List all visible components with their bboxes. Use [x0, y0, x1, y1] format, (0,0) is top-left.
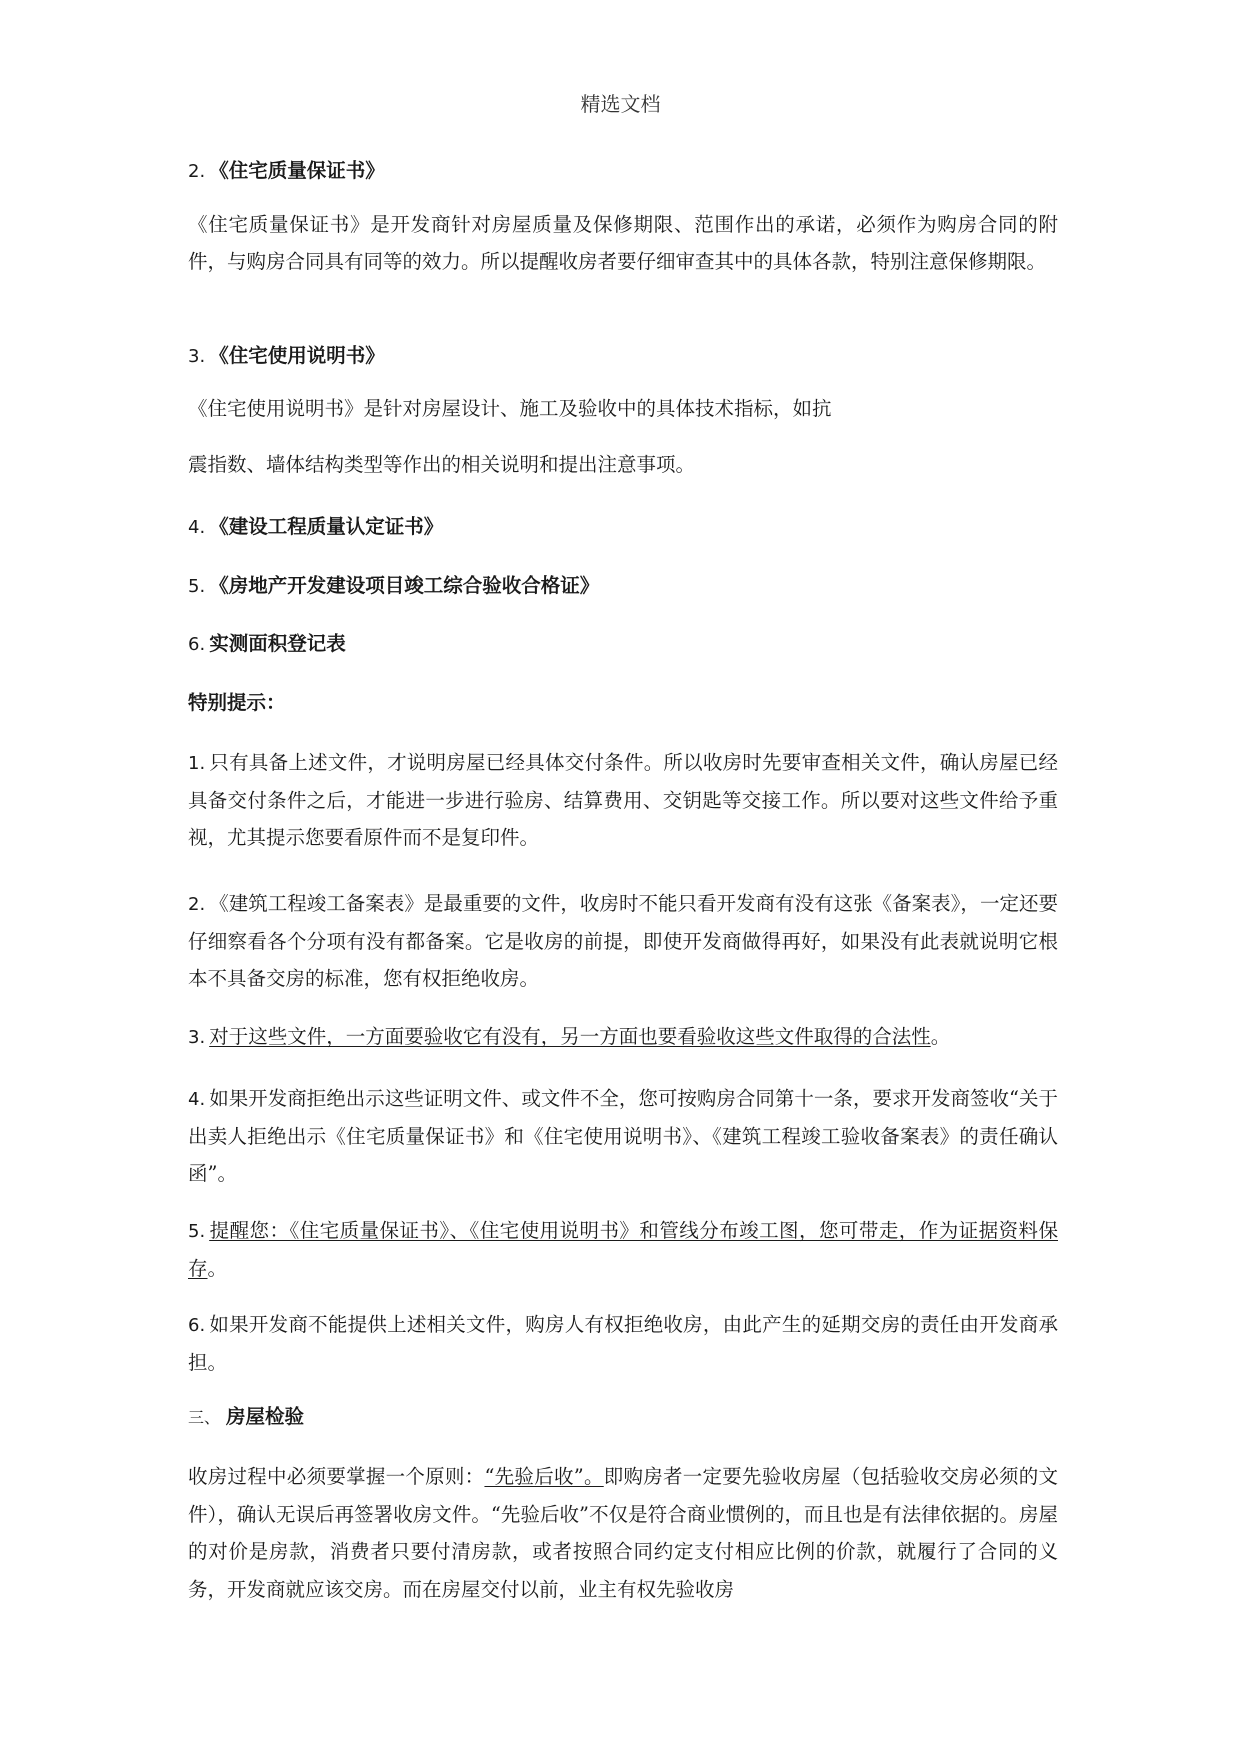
- heading-text: 《住宅使用说明书》: [209, 344, 385, 367]
- tip-number: 2.: [188, 894, 206, 915]
- heading-text: 实测面积登记表: [209, 632, 346, 655]
- tip-2: [188, 885, 1058, 997]
- tip-number: 4.: [188, 1089, 206, 1110]
- heading-text: 《建设工程质量认定证书》: [209, 515, 444, 538]
- paragraph-warranty: 《住宅质量保证书》是开发商针对房屋质量及保修期限、范围作出的承诺，必须作为购房合同的附件，与购房合同具有同等的效力。所以提醒收房者要仔细审查其中的具体各款，特别注意保修期限。: [188, 213, 1058, 273]
- tip-tail: 。: [930, 1025, 951, 1048]
- tip-underlined-text: 对于这些文件，一方面要验收它有没有，另一方面也要看验收这些文件取得的合法性: [209, 1025, 931, 1048]
- heading-text: 《房地产开发建设项目竣工综合验收合格证》: [209, 574, 600, 597]
- section-title: 房屋检验: [226, 1405, 305, 1428]
- tip-underlined-text: 提醒您：《住宅质量保证书》、《住宅使用说明书》和管线分布竣工图，您可带走，作为证据资料保存: [188, 1219, 1058, 1280]
- section-3-heading: [188, 1400, 1058, 1435]
- principle-underlined: “先验后收”。: [484, 1465, 604, 1488]
- page-header: 精选文档: [580, 92, 661, 116]
- tip-6: [188, 1306, 1058, 1381]
- tip-text: 《建筑工程竣工备案表》是最重要的文件，收房时不能只看开发商有没有这张《备案表》，一定还要仔细察看各个分项有没有都备案。它是收房的前提，即使开发商做得再好，如果没有此表就说明它根本不具备交房的标准，您有权拒绝收房。: [188, 892, 1058, 990]
- tip-text: 只有具备上述文件，才说明房屋已经具体交付条件。所以收房时先要审查相关文件，确认房屋已经具备交付条件之后，才能进一步进行验房、结算费用、交钥匙等交接工作。所以要对这些文件给予重视，尤其提示您要看原件而不是复印件。: [188, 751, 1058, 849]
- tip-number: 3.: [188, 1027, 206, 1048]
- paragraph-inspection: [188, 1458, 1058, 1608]
- heading-number: 2.: [188, 161, 206, 182]
- paragraph-manual-line2: 震指数、墙体结构类型等作出的相关说明和提出注意事项。: [188, 453, 696, 476]
- tip-5: [188, 1212, 1058, 1287]
- tips-title: [188, 686, 1058, 720]
- tip-4: [188, 1080, 1058, 1192]
- heading-3: [188, 339, 1058, 374]
- tip-number: 5.: [188, 1221, 206, 1242]
- heading-number: 4.: [188, 517, 206, 538]
- tip-text: 如果开发商不能提供上述相关文件，购房人有权拒绝收房，由此产生的延期交房的责任由开发商承担。: [188, 1313, 1058, 1374]
- heading-text: 《住宅质量保证书》: [209, 159, 385, 182]
- tip-text: 如果开发商拒绝出示这些证明文件、或文件不全，您可按购房合同第十一条，要求开发商签收“关于出卖人拒绝出示《住宅质量保证书》和《住宅使用说明书》、《建筑工程竣工验收备案表》的责任确认函”。: [188, 1087, 1058, 1185]
- tip-tail: 。: [207, 1257, 228, 1280]
- tip-1: [188, 744, 1058, 856]
- tip-number: 6.: [188, 1315, 206, 1336]
- heading-5: [188, 569, 1058, 604]
- heading-2: [188, 154, 1058, 189]
- heading-number: 6.: [188, 634, 206, 655]
- paragraph-part-1: 收房过程中必须要掌握一个原则：: [188, 1465, 485, 1488]
- tip-number: 1.: [188, 753, 206, 774]
- tips-title-text: 特别提示：: [188, 691, 286, 714]
- heading-4: [188, 510, 1058, 545]
- paragraph-part-2: 即购房者一定要先验收房屋（包括验收交房必须的文件），确认无误后再签署收房文件。“先验后收”不仅是符合商业惯例的，而且也是有法律依据的。房屋的对价是房款，消费者只要付清房款，或者按照合同约定支付相应比例的价款，就履行了合同的义务，开发商就应该交房。而在房屋交付以前，业主有权先验收房: [188, 1465, 1058, 1601]
- heading-number: 3.: [188, 346, 206, 367]
- heading-number: 5.: [188, 576, 206, 597]
- heading-6: [188, 627, 1058, 662]
- section-mark: 三、: [188, 1408, 221, 1427]
- paragraph-manual-line1: 《住宅使用说明书》是针对房屋设计、施工及验收中的具体技术指标，如抗: [188, 397, 832, 420]
- tip-3: [188, 1020, 1058, 1055]
